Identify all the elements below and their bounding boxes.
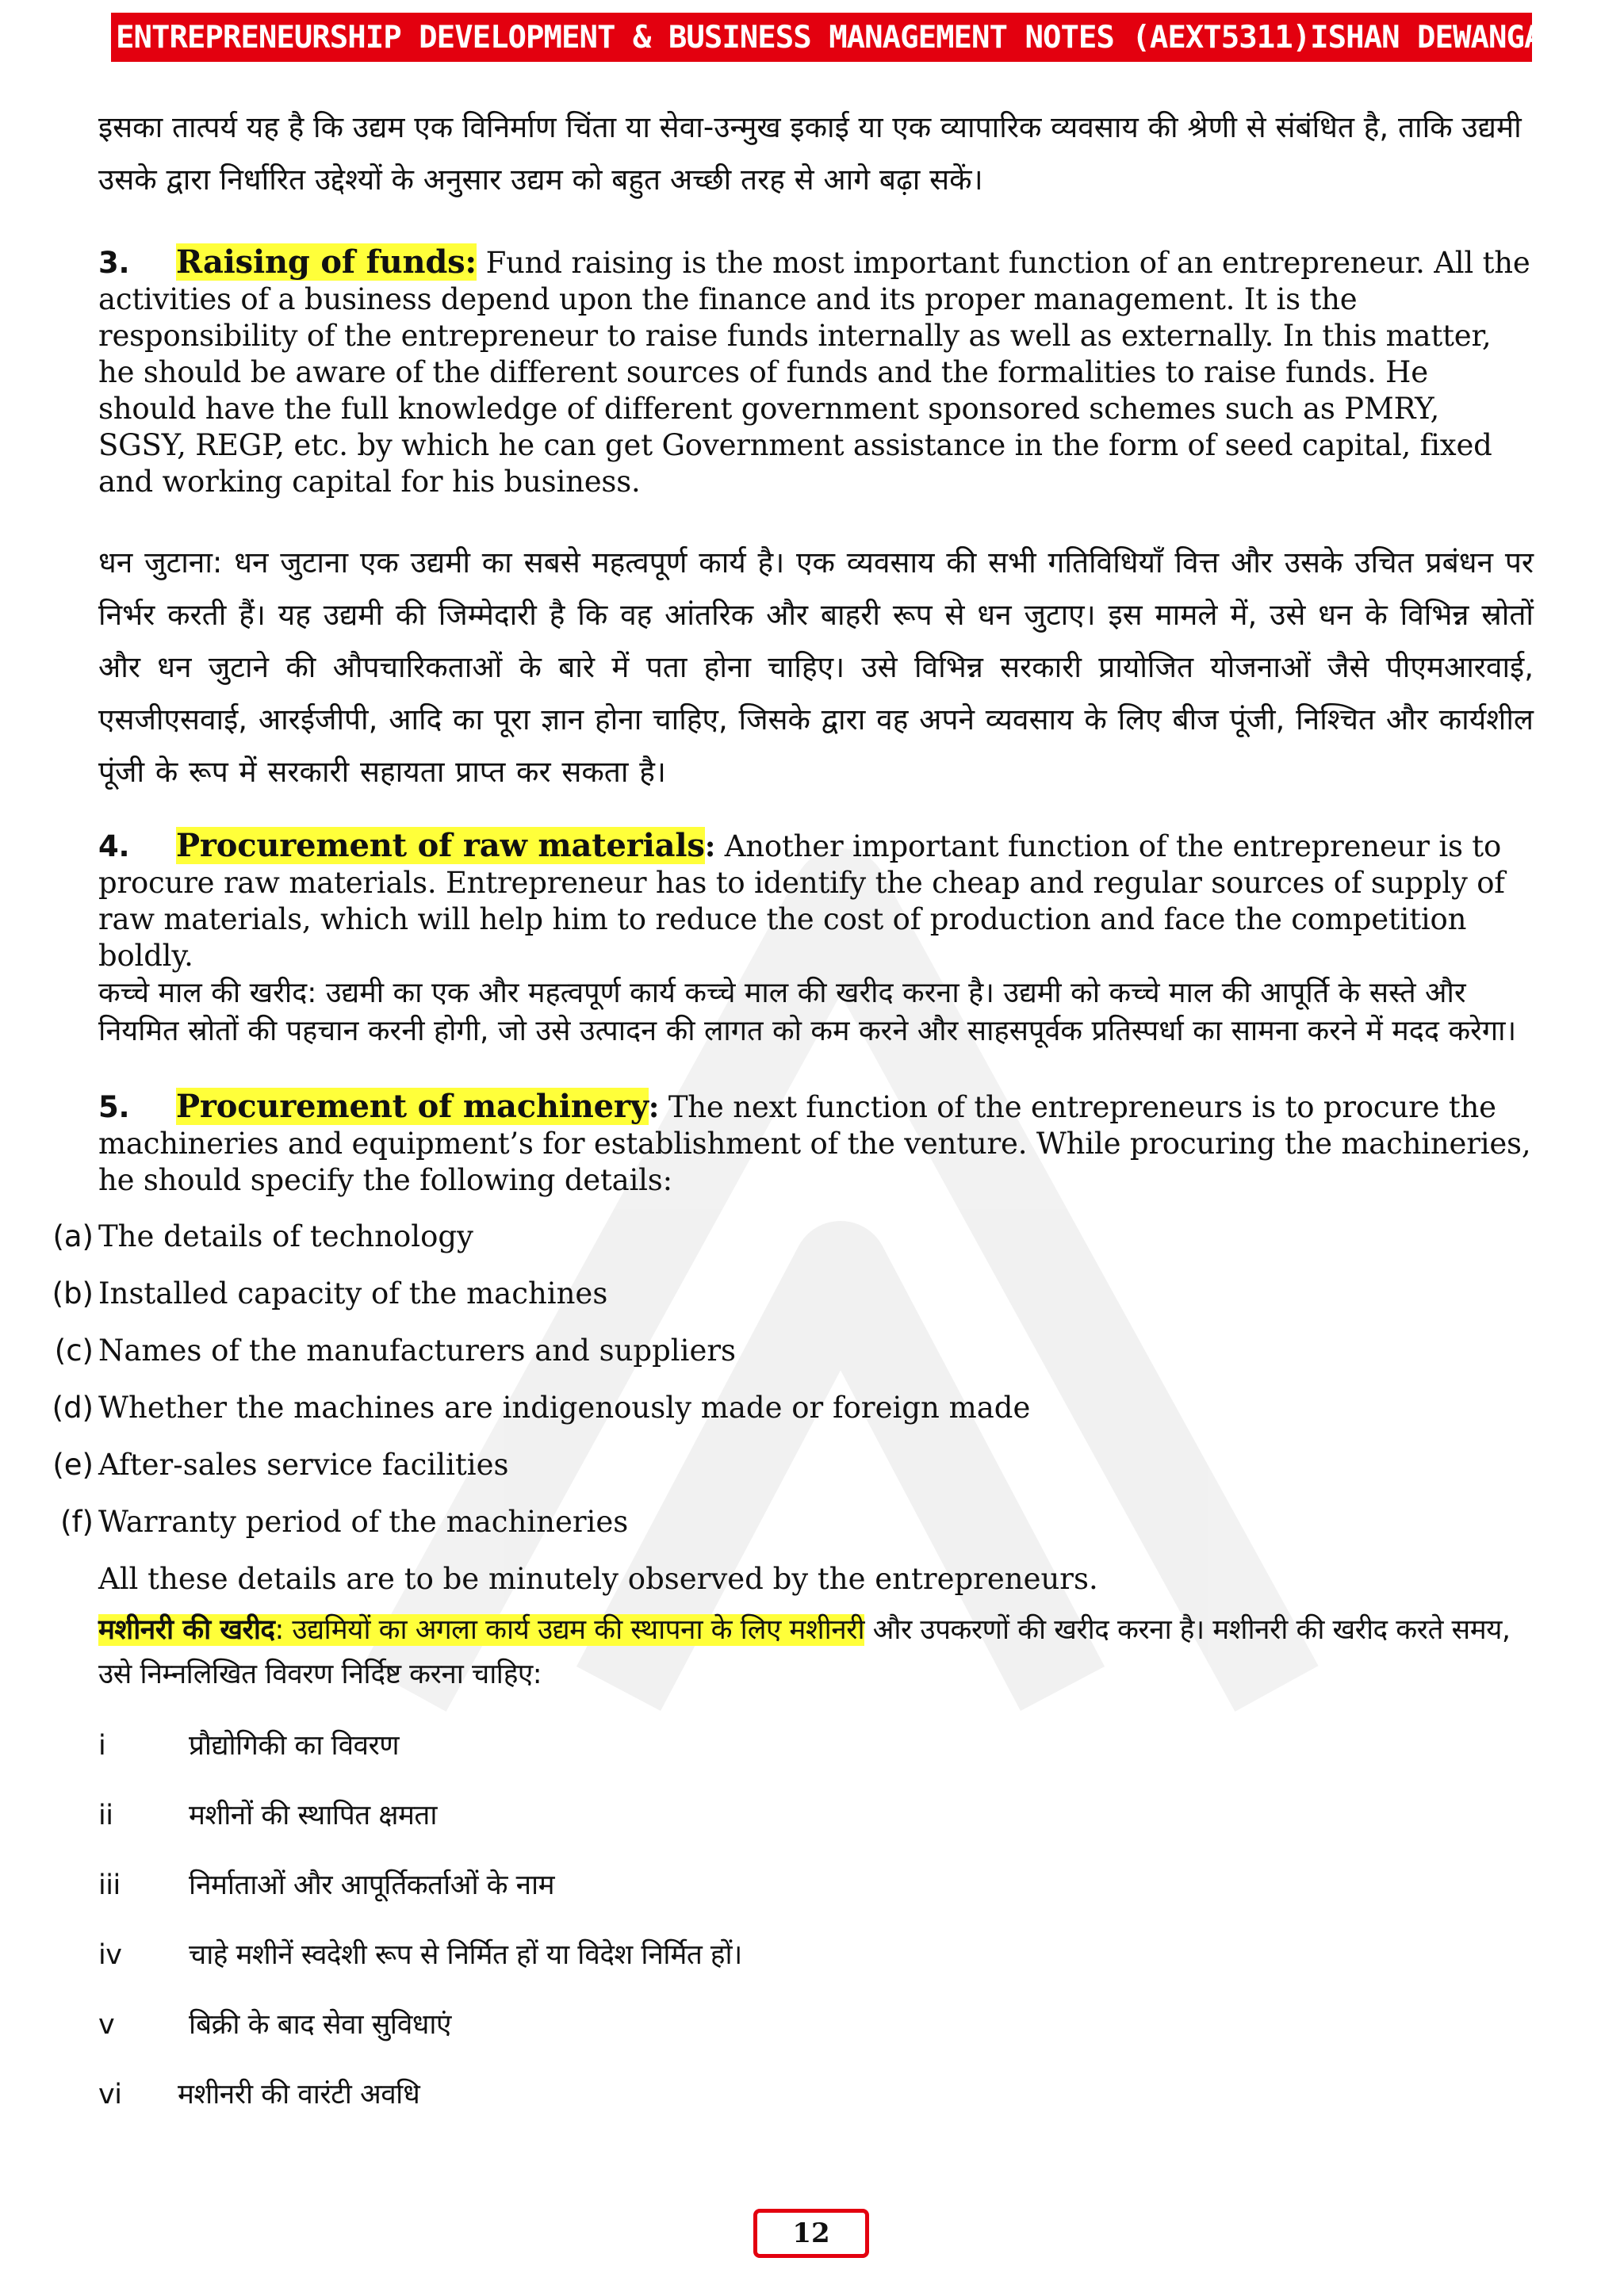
- list-item-text: निर्माताओं और आपूर्तिकर्ताओं के नाम: [189, 1869, 555, 1901]
- list-marker: (e): [52, 1448, 94, 1482]
- list-item: [52, 1437, 1534, 1494]
- list-item-text: प्रौद्योगिकी का विवरण: [189, 1730, 400, 1762]
- list-item-text: After-sales service facilities: [98, 1448, 509, 1482]
- list-item: [52, 1265, 1534, 1322]
- page-number: 12: [792, 2218, 830, 2249]
- list-item: [98, 1711, 1534, 1781]
- list-item: [98, 1990, 1534, 2060]
- header-title: ENTREPRENEURSHIP DEVELOPMENT & BUSINESS MANAGEMENT NOTES (AEXT5311): [116, 19, 1311, 55]
- list-marker: v: [98, 2009, 115, 2041]
- list-marker: iv: [98, 1939, 122, 1971]
- list-marker: i: [98, 1730, 106, 1762]
- list-item: [52, 1380, 1534, 1437]
- section-3-paragraph: [98, 244, 1534, 500]
- section-4-body: Another important function of the entrepreneur is to procure raw materials. Entrepreneur has to identify the cheap and regular sources of supply of raw materials, which will help him to reduce the cost of production and face the competition boldly.: [98, 829, 1505, 973]
- list-marker: (c): [54, 1334, 94, 1368]
- section-5-hindi-highlight-text: : उद्यमियों का अगला कार्य उद्यम की स्थापना के लिए मशीनरी: [274, 1614, 865, 1646]
- page-number-box: [753, 2209, 869, 2258]
- section-4-paragraph: [98, 828, 1534, 974]
- section-3-heading: Raising of funds:: [176, 243, 477, 281]
- section-4-heading: Procurement of raw materials: [176, 827, 705, 864]
- list-item: [98, 2060, 1534, 2130]
- section-5-number: 5.: [98, 1090, 130, 1124]
- section-3-hindi-paragraph: धन जुटाना: धन जुटाना एक उद्यमी का सबसे महत्वपूर्ण कार्य है। एक व्यवसाय की सभी गतिविधियाँ वित्त और उसके उचित प्रबंधन पर निर्भर करती हैं। यह उद्यमी की जिम्मेदारी है कि वह आंतरिक और बाहरी रूप से धन जुटाए। इस मामले में, उसे धन के विभिन्न स्रोतों और धन जुटाने की औपचारिकताओं के बारे में पता होना चाहिए। उसे विभिन्न सरकारी प्रायोजित योजनाओं जैसे पीएमआरवाई, एसजीएसवाई, आरईजीपी, आदि का पूरा ज्ञान होना चाहिए, जिसके द्वारा वह अपने व्यवसाय के लिए बीज पूंजी, निश्चित और कार्यशील पूंजी के रूप में सरकारी सहायता प्राप्त कर सकता है।: [98, 545, 1534, 789]
- section-5-body: The next function of the entrepreneurs is to procure the machineries and equipment’s for establishment of the venture. While procuring the machineries, he should specify the following details:: [98, 1090, 1531, 1197]
- list-item-text: चाहे मशीनें स्वदेशी रूप से निर्मित हों या विदेश निर्मित हों।: [189, 1939, 742, 1971]
- section-5-hindi-highlight: [98, 1614, 864, 1646]
- list-item: [52, 1208, 1534, 1265]
- intro-hindi-paragraph: इसका तात्पर्य यह है कि उद्यम एक विनिर्माण चिंता या सेवा-उन्मुख इकाई या एक व्यापारिक व्यवसाय की श्रेणी से संबंधित है, ताकि उद्यमी उसके द्वारा निर्धारित उद्देश्यों के अनुसार उद्यम को बहुत अच्छी तरह से आगे बढ़ा सकें।: [98, 110, 1522, 197]
- list-marker: ii: [98, 1800, 113, 1831]
- list-marker: (b): [52, 1276, 94, 1311]
- list-item: [98, 1850, 1534, 1920]
- section-5-paragraph: [98, 1089, 1534, 1199]
- list-item: [54, 1322, 1534, 1380]
- section-4-hindi-paragraph: कच्चे माल की खरीद: उद्यमी का एक और महत्वपूर्ण कार्य कच्चे माल की खरीद करना है। उद्यमी को कच्चे माल की आपूर्ति के सस्ते और नियमित स्रोतों की पहचान करनी होगी, जो उसे उत्पादन की लागत को कम करने और साहसपूर्वक प्रतिस्पर्धा का सामना करने में मदद करेगा।: [98, 977, 1517, 1047]
- page-content: [52, 101, 1534, 2130]
- section-3-body: Fund raising is the most important function of an entrepreneur. All the activities of a business depend upon the finance and its proper management. It is the responsibility of the entrepreneur to raise funds internally as well as externally. In this matter, he should be aware of the different sources of funds and the formalities to raise funds. He should have the full knowledge of different government sponsored schemes such as PMRY, SGSY, REGP, etc. by which he can get Government assistance in the form of seed capital, fixed and working capital for his business.: [98, 246, 1530, 499]
- list-item-text: Warranty period of the machineries: [98, 1505, 629, 1539]
- list-item-text: Installed capacity of the machines: [98, 1276, 608, 1311]
- section-4-heading-colon: :: [704, 828, 716, 863]
- machinery-details-list: [52, 1208, 1534, 1551]
- list-item: [98, 1781, 1534, 1850]
- list-marker: vi: [98, 2079, 122, 2110]
- list-item-text: Whether the machines are indigenously made or foreign made: [98, 1391, 1031, 1425]
- list-item-text: मशीनों की स्थापित क्षमता: [189, 1800, 437, 1831]
- list-item-text: बिक्री के बाद सेवा सुविधाएं: [189, 2009, 451, 2041]
- section-5-heading-colon: :: [648, 1089, 660, 1124]
- list-item: [60, 1494, 1534, 1551]
- section-5-heading: Procurement of machinery: [176, 1088, 649, 1125]
- running-header: [111, 13, 1560, 62]
- list-marker: (a): [52, 1219, 94, 1253]
- section-5-hindi-heading: मशीनरी की खरीद: [98, 1614, 275, 1646]
- list-marker: iii: [98, 1869, 121, 1901]
- section-5-hindi-rest: और उपकरणों की खरीद करना है। मशीनरी की खरीद करते समय, उसे निम्नलिखित विवरण निर्दिष्ट करना चाहिए:: [98, 1614, 1511, 1690]
- section-5-hindi-paragraph: [98, 1608, 1534, 1697]
- header-author: ISHAN DEWANGAN: [1310, 19, 1560, 55]
- hindi-machinery-details-list: [98, 1711, 1534, 2130]
- section-3-number: 3.: [98, 246, 130, 280]
- list-item-text: मशीनरी की वारंटी अवधि: [178, 2079, 420, 2110]
- list-item: [98, 1920, 1534, 1990]
- section-4-number: 4.: [98, 829, 130, 863]
- list-item-text: Names of the manufacturers and suppliers: [98, 1334, 737, 1368]
- list-marker: (f): [60, 1505, 94, 1539]
- list-item-text: The details of technology: [98, 1219, 473, 1253]
- list-marker: (d): [52, 1391, 94, 1425]
- section-5-closing: All these details are to be minutely observed by the entrepreneurs.: [98, 1562, 1098, 1596]
